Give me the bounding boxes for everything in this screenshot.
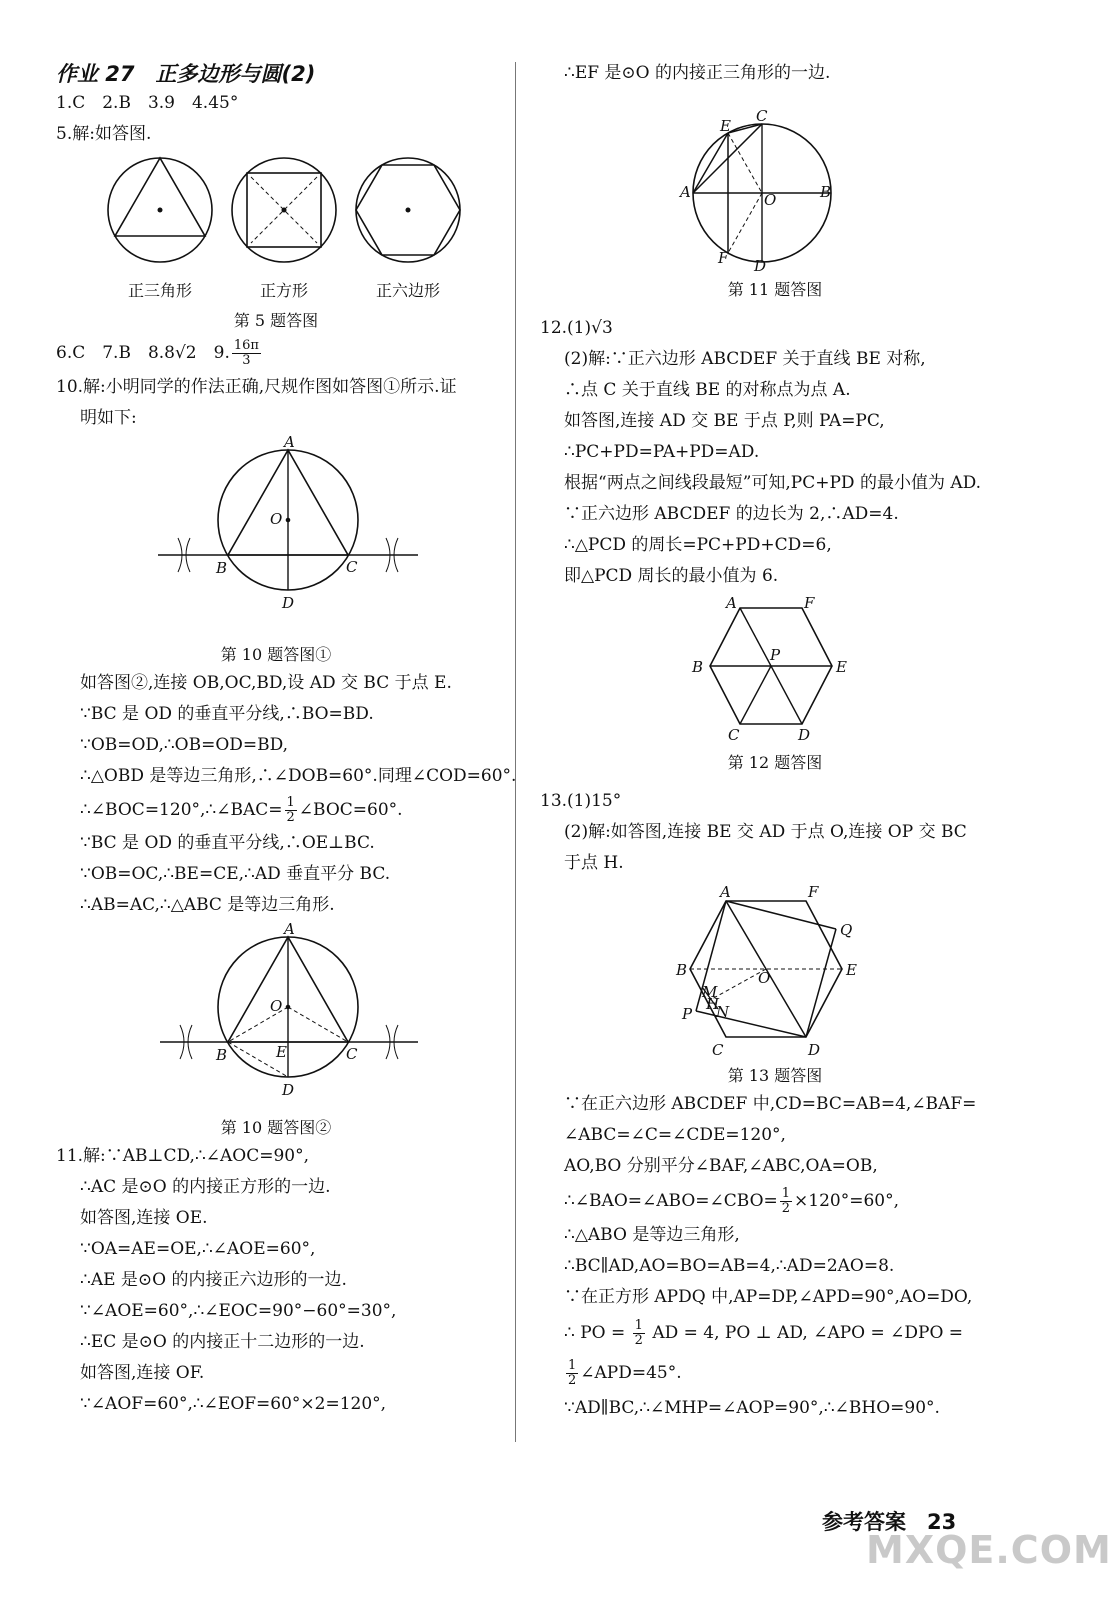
svg-text:C: C	[346, 1045, 358, 1063]
solution-line: ∴点 C 关于直线 BE 的对称点为点 A.	[564, 380, 851, 400]
solution-line: 如答图,连接 OF.	[80, 1363, 205, 1383]
fraction: $\frac{1}{2}$	[634, 1318, 643, 1348]
svg-text:B: B	[692, 658, 704, 676]
solution-line: ∴△PCD 的周长=PC+PD+CD=6,	[564, 535, 832, 555]
svg-text:D: D	[798, 726, 811, 744]
svg-text:O: O	[270, 997, 283, 1015]
solution-line: ∴BC∥AD,AO=BO=AB=4,∴AD=2AO=8.	[564, 1256, 895, 1276]
solution-line: $\frac{1}{2}$ ∠APD=45°.	[568, 1358, 682, 1388]
answer-line: 1.C 2.B 3.9 4.45°	[56, 93, 239, 113]
svg-text:B: B	[676, 961, 688, 979]
svg-text:F: F	[718, 249, 729, 267]
figure-11	[540, 93, 1010, 273]
figure-caption: 第 10 题答图②	[220, 1118, 332, 1137]
svg-text:B: B	[216, 559, 228, 577]
column-divider	[515, 62, 516, 1442]
svg-text:O: O	[758, 969, 771, 987]
figure-caption: 第 13 题答图	[727, 1066, 823, 1085]
page-footer: 参考答案 23	[822, 1510, 957, 1534]
svg-text:E: E	[720, 117, 731, 135]
svg-text:E: E	[836, 658, 847, 676]
svg-text:Q: Q	[840, 921, 853, 939]
solution-line: ∴ PO = $\frac{1}{2}$ AD = 4, PO ⊥ AD, ∠APO = ∠DPO =	[564, 1318, 964, 1348]
svg-text:E: E	[846, 961, 857, 979]
proof-line: 如答图②,连接 OB,OC,BD,设 AD 交 BC 于点 E.	[80, 673, 452, 693]
proof-line: ∴∠BOC=120°,∴∠BAC= $\frac{1}{2}$ ∠BOC=60°.	[80, 795, 403, 825]
svg-text:P: P	[770, 646, 781, 664]
solution-line: ∴EF 是⊙O 的内接正三角形的一边.	[564, 63, 831, 83]
hexagon-figure	[356, 158, 460, 262]
proof-line: ∵BC 是 OD 的垂直平分线,∴BO=BD.	[80, 704, 374, 724]
solution-line: 即△PCD 周长的最小值为 6.	[564, 566, 779, 586]
figure-11-svg	[540, 93, 1010, 273]
svg-text:C: C	[346, 558, 358, 576]
answer-line: 6.C 7.B 8.8√2 9. $\frac{16\pi}{3}$	[56, 338, 259, 368]
svg-text:A: A	[284, 920, 295, 938]
proof-line: ∵OB=OC,∴BE=CE,∴AD 垂直平分 BC.	[80, 864, 391, 884]
svg-text:C: C	[756, 107, 768, 125]
solution-line: ∴EC 是⊙O 的内接正十二边形的一边.	[80, 1332, 365, 1352]
svg-text:D: D	[808, 1041, 821, 1059]
solution-line: ∴AE 是⊙O 的内接正六边形的一边.	[80, 1270, 347, 1290]
solution-line: AO,BO 分别平分∠BAF,∠ABC,OA=OB,	[564, 1156, 878, 1176]
svg-text:M: M	[702, 983, 718, 1001]
svg-text:P: P	[682, 1005, 693, 1023]
label-hexagon: 正六边形	[375, 281, 441, 300]
svg-text:C: C	[712, 1041, 724, 1059]
solution-line: ∴△ABO 是等边三角形,	[564, 1225, 740, 1245]
svg-text:N: N	[716, 1003, 730, 1021]
figure-10-1-svg	[56, 433, 496, 638]
solution-line: 如答图,连接 AD 交 BE 于点 P,则 PA=PC,	[564, 411, 885, 431]
figure-5	[56, 154, 496, 304]
svg-text:B: B	[216, 1046, 228, 1064]
solution-line: ∵OA=AE=OE,∴∠AOE=60°,	[80, 1239, 316, 1259]
svg-text:C: C	[728, 726, 740, 744]
solution-line: ∵∠AOF=60°,∴∠EOF=60°×2=120°,	[80, 1394, 387, 1414]
solution-line: 于点 H.	[564, 853, 624, 873]
label-square: 正方形	[259, 281, 309, 300]
solution-line: ∠ABC=∠C=∠CDE=120°,	[564, 1125, 786, 1145]
svg-text:A: A	[680, 183, 691, 201]
figure-10-2	[56, 920, 496, 1111]
section-title: 作业 27 正多边形与圆(2)	[56, 62, 316, 86]
fraction: $\frac{1}{2}$	[781, 1186, 791, 1216]
svg-text:A: A	[284, 433, 295, 451]
solution-line: 11.解:∵AB⊥CD,∴∠AOC=90°,	[56, 1146, 310, 1166]
left-column	[56, 58, 517, 1420]
figure-5-svg	[56, 154, 496, 304]
square-figure	[232, 158, 336, 262]
proof-line: ∴AB=AC,∴△ABC 是等边三角形.	[80, 895, 335, 915]
svg-text:B: B	[820, 183, 832, 201]
fraction: $\frac{1}{2}$	[568, 1358, 577, 1388]
svg-text:F: F	[808, 883, 819, 901]
solution-line: ∵在正方形 APDQ 中,AP=DP,∠APD=90°,AO=DO,	[564, 1287, 973, 1307]
svg-text:D: D	[282, 1081, 295, 1099]
figure-caption: 第 12 题答图	[727, 753, 823, 772]
right-column	[540, 58, 1010, 1424]
svg-text:O: O	[270, 510, 283, 528]
figure-caption: 第 11 题答图	[727, 280, 823, 299]
solution-line: 12.(1)√3	[540, 318, 613, 338]
answer-line: 5.解:如答图.	[56, 124, 152, 144]
answer-line: 10.解:小明同学的作法正确,尺规作图如答图①所示.证	[56, 377, 457, 397]
figure-13-svg	[540, 883, 1010, 1059]
answer-line: 明如下:	[80, 408, 137, 428]
figure-10-2-svg	[56, 920, 496, 1111]
solution-line: ∴PC+PD=PA+PD=AD.	[564, 442, 760, 462]
solution-line: ∴∠BAO=∠ABO=∠CBO= $\frac{1}{2}$ ×120°=60°,	[564, 1186, 900, 1216]
solution-line: ∵正六边形 ABCDEF 的边长为 2,∴AD=4.	[564, 504, 899, 524]
solution-line: ∵∠AOE=60°,∴∠EOC=90°−60°=30°,	[80, 1301, 397, 1321]
figure-12	[540, 596, 1010, 746]
proof-line: ∵OB=OD,∴OB=OD=BD,	[80, 735, 289, 755]
label-triangle: 正三角形	[127, 281, 193, 300]
svg-text:O: O	[764, 191, 777, 209]
solution-line: ∴AC 是⊙O 的内接正方形的一边.	[80, 1177, 331, 1197]
svg-text:H: H	[706, 995, 720, 1013]
solution-line: ∵AD∥BC,∴∠MHP=∠AOP=90°,∴∠BHO=90°.	[564, 1398, 940, 1418]
svg-text:D: D	[754, 257, 767, 275]
svg-text:D: D	[282, 594, 295, 612]
solution-line: 如答图,连接 OE.	[80, 1208, 208, 1228]
figure-13	[540, 883, 1010, 1059]
solution-line: 根据“两点之间线段最短”可知,PC+PD 的最小值为 AD.	[564, 473, 982, 493]
figure-caption: 第 5 题答图	[233, 311, 319, 330]
proof-line: ∴△OBD 是等边三角形,∴∠DOB=60°.同理∠COD=60°.	[80, 766, 517, 786]
figure-10-1	[56, 433, 496, 638]
solution-line: ∵在正六边形 ABCDEF 中,CD=BC=AB=4,∠BAF=	[564, 1094, 977, 1114]
svg-text:F: F	[804, 594, 815, 612]
figure-12-svg	[540, 596, 1010, 746]
fraction: $\frac{16\pi}{3}$	[233, 338, 259, 368]
svg-text:E: E	[276, 1043, 287, 1061]
solution-line: (2)解:如答图,连接 BE 交 AD 于点 O,连接 OP 交 BC	[564, 822, 967, 842]
proof-line: ∵BC 是 OD 的垂直平分线,∴OE⊥BC.	[80, 833, 375, 853]
solution-line: (2)解:∵正六边形 ABCDEF 关于直线 BE 对称,	[564, 349, 926, 369]
figure-caption: 第 10 题答图①	[220, 645, 332, 664]
triangle-figure	[108, 158, 212, 262]
watermark: MXQE.COM	[866, 1528, 1112, 1572]
fraction: $\frac{1}{2}$	[286, 795, 295, 825]
svg-text:A: A	[726, 594, 737, 612]
svg-text:A: A	[720, 883, 731, 901]
solution-line: 13.(1)15°	[540, 791, 622, 811]
